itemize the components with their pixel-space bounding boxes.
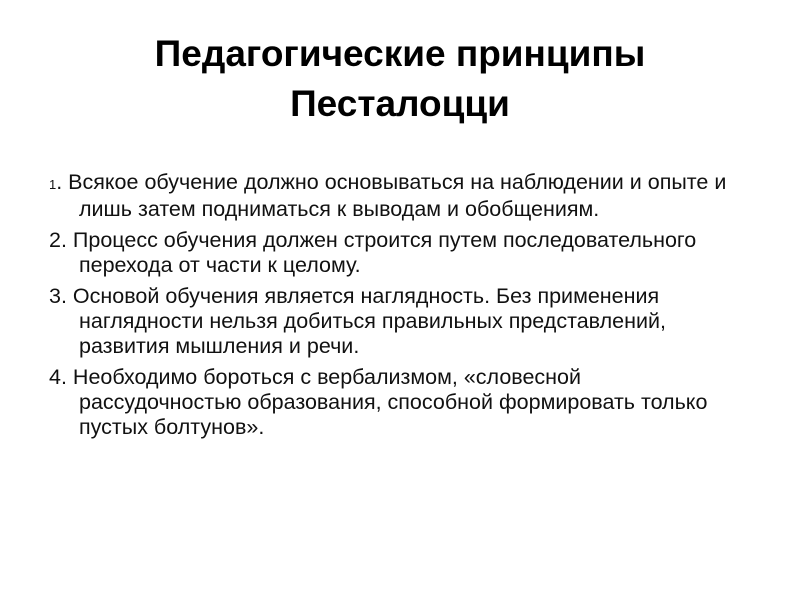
principles-list — [49, 170, 749, 446]
list-item-number: 4 — [49, 365, 61, 389]
slide-title-line-2: Песталоцци — [290, 83, 510, 124]
list-item-number: 2 — [49, 228, 61, 252]
list-item-text: . Процесс обучения должен строится путем последовательного перехода от части к целому. — [60, 228, 697, 277]
list-item-text: . Основой обучения является наглядность. Без применения наглядности нельзя добиться правильных представлений, развития мышления и речи. — [60, 284, 666, 358]
list-item — [49, 365, 749, 440]
list-item-text: . Всякое обучение должно основываться на наблюдении и опыте и лишь затем подниматься к выводам и обобщениям. — [56, 170, 727, 221]
list-item-number: 1 — [49, 177, 57, 192]
list-item — [49, 228, 749, 278]
list-item — [49, 284, 749, 359]
list-item-number: 3 — [49, 284, 61, 308]
slide-title-line-1: Педагогические принципы — [154, 33, 646, 74]
list-item-text: . Необходимо бороться с вербализмом, «словесной рассудочностью образования, способной формировать только пустых болтунов». — [60, 365, 708, 439]
list-item — [49, 170, 749, 222]
slide-title — [60, 29, 740, 129]
